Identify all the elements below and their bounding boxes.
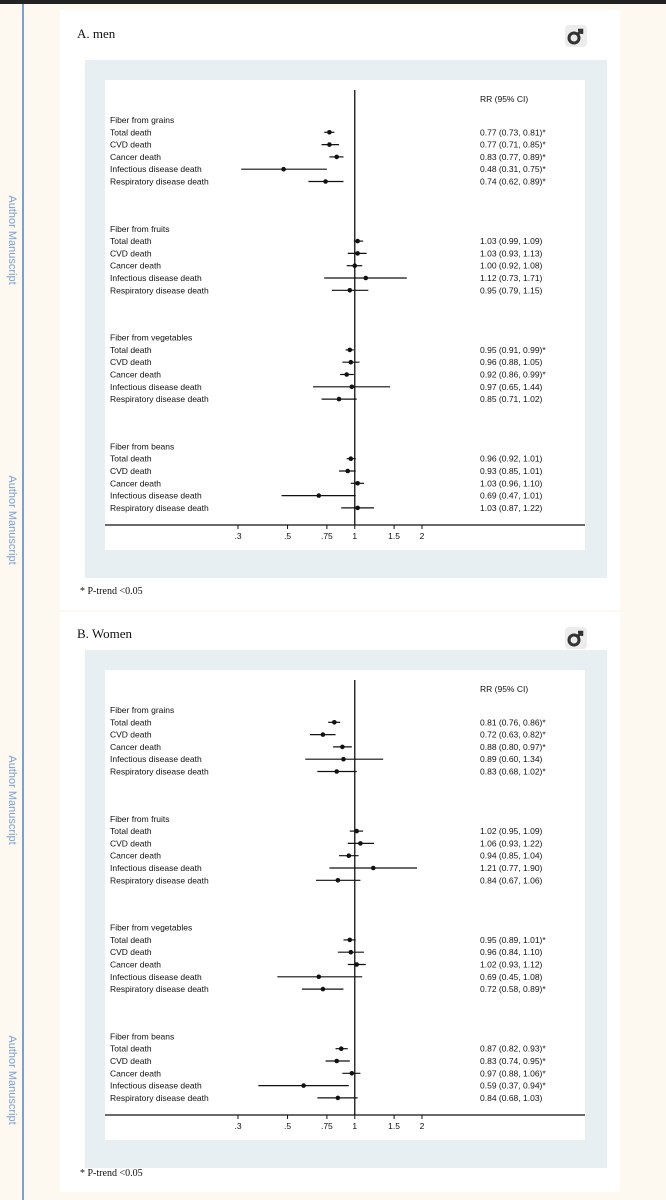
row-label: CVD death xyxy=(110,947,152,958)
forest-plot-men xyxy=(105,80,585,550)
point-estimate xyxy=(316,975,321,980)
row-label: Infectious disease death xyxy=(110,490,202,501)
point-estimate xyxy=(301,1083,306,1088)
point-estimate xyxy=(346,853,351,858)
ci-label: 0.59 (0.37, 0.94)* xyxy=(480,1080,546,1091)
watermark-label: Author Manuscript xyxy=(6,1032,18,1127)
point-estimate xyxy=(334,769,339,774)
ci-label: 1.00 (0.92, 1.08) xyxy=(480,260,543,271)
male-symbol-icon[interactable] xyxy=(565,25,587,47)
point-estimate xyxy=(349,456,354,461)
point-estimate xyxy=(347,348,352,353)
x-tick-label: 1 xyxy=(352,531,358,541)
ci-label: 0.83 (0.77, 0.89)* xyxy=(480,151,546,162)
row-label: Infectious disease death xyxy=(110,381,202,392)
row-label: Infectious disease death xyxy=(110,1080,202,1091)
point-estimate xyxy=(347,938,352,943)
point-estimate xyxy=(350,385,355,390)
row-label: Total death xyxy=(110,453,152,464)
point-estimate xyxy=(327,142,332,147)
row-label: Total death xyxy=(110,344,152,355)
ci-label: 0.85 (0.71, 1.02) xyxy=(480,394,543,405)
ci-label: 0.95 (0.89, 1.01)* xyxy=(480,934,546,945)
ci-label: 0.69 (0.45, 1.08) xyxy=(480,971,543,982)
author-manuscript-watermark xyxy=(2,1000,22,1160)
ci-label: 0.72 (0.63, 0.82)* xyxy=(480,729,546,740)
ci-label: 0.88 (0.80, 0.97)* xyxy=(480,741,546,752)
group-label: Fiber from vegetables xyxy=(110,922,193,933)
point-estimate xyxy=(323,179,328,184)
row-label: CVD death xyxy=(110,1056,152,1066)
group-label: Fiber from vegetables xyxy=(110,332,193,343)
x-tick-label: .3 xyxy=(234,531,242,541)
point-estimate xyxy=(363,276,368,281)
ci-label: 0.74 (0.62, 0.89)* xyxy=(480,176,546,187)
x-tick-label: 1.5 xyxy=(388,1121,401,1131)
point-estimate xyxy=(337,397,342,402)
ci-label: 0.97 (0.65, 1.44) xyxy=(480,381,543,392)
row-label: Infectious disease death xyxy=(110,164,202,175)
column-header: RR (95% CI) xyxy=(480,684,529,694)
ci-label: 0.84 (0.67, 1.06) xyxy=(480,875,543,886)
group-label: Fiber from beans xyxy=(110,441,175,452)
point-estimate xyxy=(349,950,354,955)
point-estimate xyxy=(336,1096,341,1101)
row-label: Infectious disease death xyxy=(110,273,202,283)
point-estimate xyxy=(349,360,354,365)
ci-label: 0.77 (0.71, 0.85)* xyxy=(480,139,546,150)
figure-panel-women xyxy=(60,612,620,1192)
point-estimate xyxy=(334,155,339,160)
ci-label: 0.94 (0.85, 1.04) xyxy=(480,850,543,861)
row-label: CVD death xyxy=(110,139,152,150)
watermark-label: Author Manuscript xyxy=(6,752,18,847)
x-tick-label: .3 xyxy=(234,1121,242,1131)
point-estimate xyxy=(347,288,352,293)
group-label: Fiber from fruits xyxy=(110,223,170,234)
watermark-label: Author Manuscript xyxy=(6,192,18,287)
point-estimate xyxy=(334,1059,339,1064)
row-label: Infectious disease death xyxy=(110,971,202,982)
x-tick-label: .5 xyxy=(283,1121,292,1131)
point-estimate xyxy=(332,720,337,725)
author-manuscript-watermark xyxy=(2,440,22,600)
point-estimate xyxy=(339,1046,344,1051)
ci-label: 0.83 (0.74, 0.95)* xyxy=(480,1056,546,1066)
ci-label: 1.21 (0.77, 1.90) xyxy=(480,863,543,873)
ci-label: 0.84 (0.68, 1.03) xyxy=(480,1092,543,1103)
plot-area xyxy=(105,80,585,550)
point-estimate xyxy=(341,757,346,762)
point-estimate xyxy=(358,841,363,846)
forest-plot-women xyxy=(105,670,585,1140)
ci-label: 0.92 (0.86, 0.99)* xyxy=(480,369,546,380)
point-estimate xyxy=(327,130,332,135)
ci-label: 1.02 (0.95, 1.09) xyxy=(480,826,543,837)
row-label: Infectious disease death xyxy=(110,754,202,765)
plot-area xyxy=(105,670,585,1140)
row-label: CVD death xyxy=(110,248,152,259)
ci-label: 0.83 (0.68, 1.02)* xyxy=(480,766,546,777)
row-label: Cancer death xyxy=(110,850,162,861)
footnote: * P-trend <0.05 xyxy=(80,1168,143,1179)
row-label: Respiratory disease death xyxy=(110,984,209,995)
row-label: Cancer death xyxy=(110,151,162,162)
point-estimate xyxy=(281,167,286,172)
chart-background xyxy=(85,650,607,1168)
x-tick-label: 1.5 xyxy=(388,531,401,541)
row-label: Cancer death xyxy=(110,369,162,380)
x-tick-label: 2 xyxy=(419,1121,425,1131)
row-label: Total death xyxy=(110,236,152,247)
ci-label: 1.06 (0.93, 1.22) xyxy=(480,838,543,849)
panel-title: A. men xyxy=(77,26,116,41)
ci-label: 1.03 (0.87, 1.22) xyxy=(480,502,543,513)
figure-panel-men xyxy=(60,10,620,610)
author-manuscript-watermark xyxy=(2,160,22,320)
ci-label: 0.87 (0.82, 0.93)* xyxy=(480,1043,546,1054)
ci-label: 0.96 (0.84, 1.10) xyxy=(480,947,543,958)
ci-label: 0.81 (0.76, 0.86)* xyxy=(480,717,546,728)
point-estimate xyxy=(355,251,360,256)
row-label: Total death xyxy=(110,1043,152,1054)
ci-label: 0.93 (0.85, 1.01) xyxy=(480,466,543,476)
point-estimate xyxy=(340,745,345,750)
point-estimate xyxy=(371,866,376,871)
ci-label: 1.03 (0.99, 1.09) xyxy=(480,236,543,247)
row-label: Cancer death xyxy=(110,260,162,271)
row-label: CVD death xyxy=(110,729,152,740)
ci-label: 1.12 (0.73, 1.71) xyxy=(480,273,543,283)
author-manuscript-watermark xyxy=(2,720,22,880)
column-header: RR (95% CI) xyxy=(480,94,529,104)
group-label: Fiber from grains xyxy=(110,115,175,125)
point-estimate xyxy=(355,239,360,244)
ci-label: 0.77 (0.73, 0.81)* xyxy=(480,127,546,138)
group-label: Fiber from beans xyxy=(110,1031,175,1042)
row-label: Respiratory disease death xyxy=(110,875,209,886)
row-label: Respiratory disease death xyxy=(110,285,209,296)
point-estimate xyxy=(355,481,360,486)
top-bar xyxy=(0,0,666,4)
row-label: Total death xyxy=(110,127,152,138)
ci-label: 1.02 (0.93, 1.12) xyxy=(480,959,543,970)
row-label: Infectious disease death xyxy=(110,863,202,873)
row-label: Cancer death xyxy=(110,478,162,489)
point-estimate xyxy=(316,493,321,498)
row-label: CVD death xyxy=(110,838,152,849)
ci-label: 0.97 (0.88, 1.06)* xyxy=(480,1068,546,1079)
ci-label: 1.03 (0.96, 1.10) xyxy=(480,478,543,489)
x-tick-label: .5 xyxy=(283,531,292,541)
row-label: Cancer death xyxy=(110,959,162,970)
point-estimate xyxy=(321,732,326,737)
ci-label: 0.95 (0.91, 0.99)* xyxy=(480,344,546,355)
row-label: Total death xyxy=(110,826,152,837)
row-label: Respiratory disease death xyxy=(110,502,209,513)
x-tick-label: 1 xyxy=(352,1121,358,1131)
ci-label: 0.89 (0.60, 1.34) xyxy=(480,754,543,765)
point-estimate xyxy=(350,1071,355,1076)
row-label: Cancer death xyxy=(110,1068,162,1079)
point-estimate xyxy=(344,372,349,377)
x-tick-label: .75 xyxy=(320,1121,333,1131)
chart-background xyxy=(85,60,607,578)
point-estimate xyxy=(336,878,341,883)
ci-label: 0.69 (0.47, 1.01) xyxy=(480,490,543,501)
point-estimate xyxy=(345,469,350,474)
row-label: Respiratory disease death xyxy=(110,766,209,777)
row-label: CVD death xyxy=(110,357,152,368)
row-label: Respiratory disease death xyxy=(110,394,209,405)
male-symbol-icon[interactable] xyxy=(565,627,587,649)
x-tick-label: .75 xyxy=(320,531,333,541)
point-estimate xyxy=(355,506,360,511)
row-label: Respiratory disease death xyxy=(110,1092,209,1103)
sidebar-rule xyxy=(22,4,24,1200)
watermark-label: Author Manuscript xyxy=(6,472,18,567)
row-label: CVD death xyxy=(110,466,152,476)
x-tick-label: 2 xyxy=(419,531,425,541)
row-label: Respiratory disease death xyxy=(110,176,209,187)
point-estimate xyxy=(321,987,326,992)
row-label: Total death xyxy=(110,934,152,945)
group-label: Fiber from grains xyxy=(110,705,175,715)
ci-label: 0.95 (0.79, 1.15) xyxy=(480,285,543,296)
ci-label: 0.96 (0.88, 1.05) xyxy=(480,357,543,368)
ci-label: 1.03 (0.93, 1.13) xyxy=(480,248,543,259)
group-label: Fiber from fruits xyxy=(110,813,170,824)
panel-title: B. Women xyxy=(77,626,133,641)
row-label: Total death xyxy=(110,717,152,728)
footnote: * P-trend <0.05 xyxy=(80,586,143,597)
ci-label: 0.96 (0.92, 1.01) xyxy=(480,453,543,464)
ci-label: 0.72 (0.58, 0.89)* xyxy=(480,984,546,995)
ci-label: 0.48 (0.31, 0.75)* xyxy=(480,164,546,175)
row-label: Cancer death xyxy=(110,741,162,752)
